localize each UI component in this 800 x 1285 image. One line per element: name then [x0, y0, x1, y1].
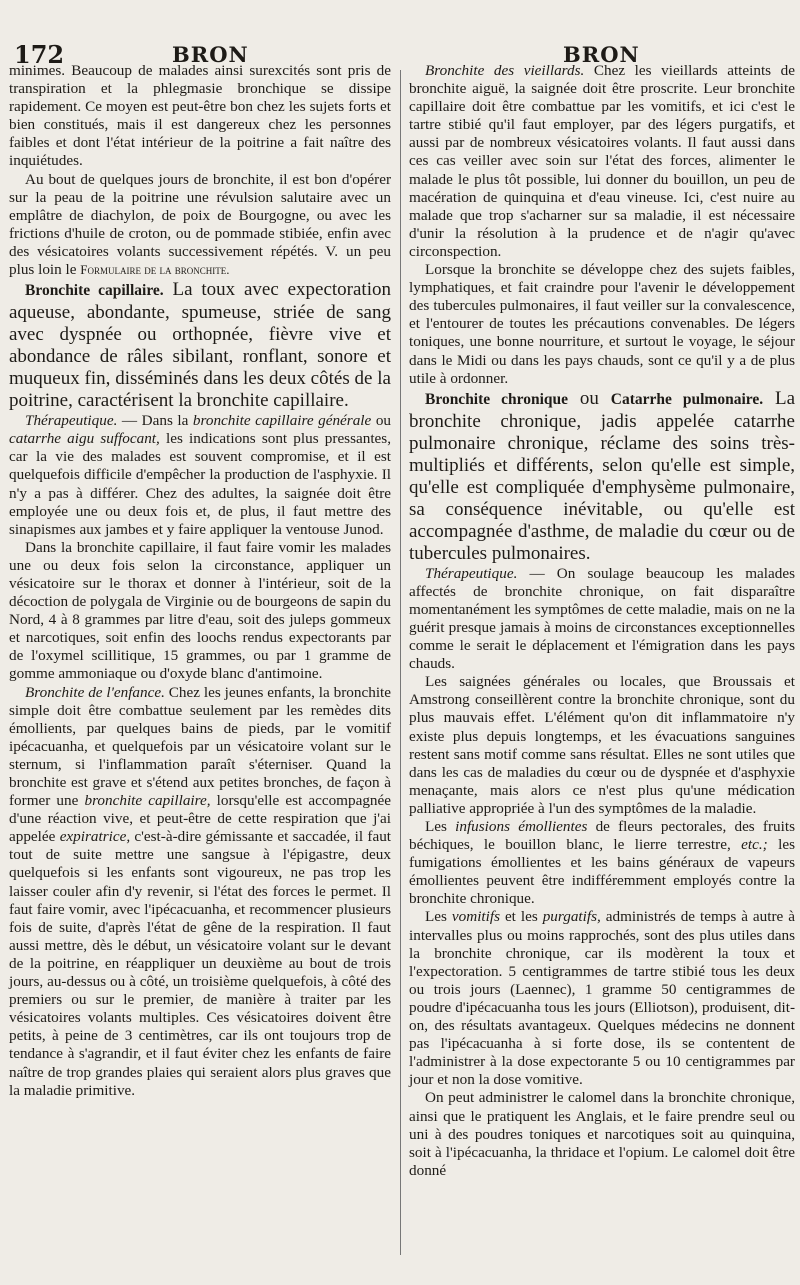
running-head-right: BRON [563, 42, 640, 67]
section-chronic-bronchitis [409, 388, 795, 565]
childhood-italic: expiratrice, [59, 828, 131, 846]
chronic-heading-or: ou [568, 387, 611, 409]
childhood-text: lorsqu'elle est accompagnée d'une réaction vive, et peut-être de cette respiration que j'ai appelée [9, 792, 391, 846]
vomitives-text: administrés de temps à autre à intervalles plus ou moins rapprochés, sont des plus utiles dans la bronchite chronique, car ils modèrent la toux et l'expectoration. 5 centigrammes de tartre stibié tous les deux ou trois jours (Laennec), 1 gramme 50 centigrammes de poudre d'ipécacuanha tous les jours (Elliotson), produisent, dit-on, des résultats avantageux. Quelques médecins ne donnent pas l'ipécacuanha à si forte dose, ils se contentent de l'administrer à la dose expectorante 5 ou 10 centigrammes par jour et non la dose vomitive. [409, 908, 795, 1089]
therapeutics-text: les indications sont plus pressantes, car la vie des malades est souvent compromise, et il est quelquefois difficile d'empêcher la production de l'asphyxie. Il n'y a pas à différer. Chez des adultes, la saignée doit être employée une ou deux fois et, de plus, il faut mettre des sinapismes aux jambes et y faire appliquer la ventouse Junod. [9, 430, 392, 538]
vomitives-text: et les [499, 908, 543, 926]
page-number: 172 [14, 40, 65, 69]
paragraph-bleeding: Les saignées générales ou locales, que Broussais et Amstrong conseillèrent contre la bronchite chronique, sont du plus mauvais effet. L'élément qu'on dit inflammatoire n'y existe plus depuis longtemps, et les évacuations sanguines restent sans motif comme sans résultat. Elles ne sont utiles que dans les cas de maladies du cœur ou de dyspnée et d'asphyxie menaçante, mais alors ce n'est plus qu'une médication palliative appropriée à l'un des symptômes de la maladie. [409, 673, 795, 817]
therapeutics-text: — Dans la [117, 412, 193, 430]
childhood-italic: bronchite capillaire, [84, 792, 211, 810]
paragraph-vomiting: Dans la bronchite capillaire, il faut faire vomir les malades une ou deux fois selon la circonstance, appliquer un vésicatoire sur le thorax et donner à l'intérieur, soit de la décoction de polygala de Virginie ou de bourgeons de sapin du Nord, 4 à 8 grammes par litre d'eau, soit des juleps gommeux et narcotiques, soit enfin des loochs rendus expectorants par de l'oxymel scillitique, 15 grammes, ou par 1 gramme de gomme ammoniaque ou d'oxyde blanc d'antimoine. [9, 538, 391, 683]
formulary-reference: Formulaire de la bronchite. [80, 262, 230, 278]
paragraph-calomel: On peut administrer le calomel dans la bronchite chronique, ainsi que le pratiquent les Anglais, et le faire prendre seul ou uni à des poudres toniques et narcotiques soit au quinquina, soit à l'ipécacuanha, la thridace et l'opium. Le calomel doit être donné [409, 1089, 795, 1179]
capillary-description: La toux avec expectoration aqueuse, abondante, spumeuse, striée de sang avec dyspnée ou orthopnée, fièvre vive et abondance de râles sibilant, ronflant, sonore et muqueux fin, disséminés dans les deux côtés de la poitrine, caractérisent la bronchite capillaire. [9, 279, 391, 412]
left-column [9, 62, 391, 1100]
elderly-label: Bronchite des vieillards. [425, 62, 585, 79]
therapeutics-text: ou [371, 412, 392, 430]
paragraph-elderly-bronchitis [409, 62, 795, 261]
section-capillary-bronchitis [9, 279, 391, 412]
therapeutics-italic: bronchite capillaire générale [192, 412, 372, 430]
vomitives-italic: vomitifs [451, 908, 500, 926]
childhood-label: Bronchite de l'enfance. [25, 683, 165, 701]
therapeutics-text: — On soulage beaucoup les malades affectés de bronchite chronique, on fait disparaître momentanément les symptômes de cette maladie, mais on ne la guérit presque jamais à moins de circonstances exceptionnelles comme le serait le déplacement et l'émigration dans les pays chauds. [409, 564, 795, 673]
column-divider [400, 70, 401, 1255]
chronic-description: La bronchite chronique, jadis appelée catarrhe pulmonaire chronique, réclame des soins très-multipliés et différents, selon qu'elle est simple, qu'elle est compliquée d'emphysème pulmonaire, sa conséquence inévitable, ou qu'elle est accompagnée d'asthme, de maladie du cœur ou de tubercules pulmonaires. [409, 387, 796, 564]
vomitives-italic: purgatifs, [542, 908, 601, 926]
paragraph-continuation: minimes. Beaucoup de malades ainsi surexcités sont pris de transpiration et la phlegmasie bronchique se dissipe rapidement. Ce moyen est peut-être bon chez les sujets forts et bien constitués, mais il est dangereux chez les personnes faibles et dont l'état intérieur de la poitrine a fait naître des inquiétudes. [9, 62, 391, 170]
infusions-italic: infusions émollientes [455, 818, 588, 835]
capillary-heading: Bronchite capillaire. [25, 282, 164, 300]
running-head-left: BRON [172, 42, 249, 67]
paragraph-infusions [409, 818, 795, 908]
therapeutics-label: Thérapeutique. [425, 564, 518, 582]
childhood-text: c'est-à-dire gémissante et saccadée, il faut tout de suite mettre une sangsue à l'épigastre, deux quelquefois si les enfants sont vigoureux, ne pas trop les laisser couler afin d'y revenir, si l'état des forces le permet. Il faut faire vomir, avec l'ipécacuanha, et recommencer plusieurs fois de suite, d'après l'état de gêne de la respiration. Il faut aussi mettre, dès le début, un vésicatoire volant sur le devant de la poitrine, en réappliquer un deuxième au bout de trois jours, au-dessus ou à côté, un troisième quelquefois, à côté des premiers ou sur le premier, de manière à traiter par les vésicatoires volants multiples. Ces vésicatoires doivent être petits, à peine de 3 centimètres, car ils ont toujours trop de tendance à s'agrandir, et il faut éviter chez les enfants de faire naître de trop grandes plaies qui seraient alors plus graves que la maladie primitive. [9, 828, 392, 1099]
elderly-text: Chez les vieillards atteints de bronchite aiguë, la saignée doit être proscrite. Leur bronchite capillaire doit être combattue par les vomitifs, et ici c'est le tartre stibié qu'il faut employer, par des légers purgatifs, et aussi par de nombreux vésicatoires volants. Il faut aussi dans ces cas veiller avec soin sur l'état des forces, alimenter le malade le plus tôt possible, lui donner du bouillon, un peu de macération de quinquina et d'eau vineuse. Ici, c'est nuire au malade que trop s'acharner sur sa maladie, il est nécessaire d'unir la résolution à la prudence et de n'agir qu'avec circonspection. [409, 62, 795, 260]
childhood-text: Chez les jeunes enfants, la bronchite simple doit être combattue seulement par les remèdes dits émollients, par quelques bains de pieds, par le vomitif ipécacuanha, et quelquefois par un vésicatoire volant sur le sternum, si l'inflammation paraît s'éterniser. Quand la bronchite est grave et s'étend aux petites bronches, de façon à former une [9, 683, 391, 810]
therapeutics-label: Thérapeutique. [25, 412, 118, 430]
chronic-heading-alt: Catarrhe pulmonaire. [610, 390, 764, 408]
paragraph-weak-subjects: Lorsque la bronchite se développe chez des sujets faibles, lymphatiques, et fait craindre pour l'avenir le développement des tubercules pulmonaires, il faut veiller sur la convalescence, et l'entourer de toutes les précautions convenables. De légers toniques, une bonne nourriture, et surtout le voyage, le séjour dans le Midi ou dans les pays chauds, sont ce qu'il y a de plus utile à ordonner. [409, 261, 795, 387]
infusions-text: Les [425, 818, 456, 835]
revulsion-text: Au bout de quelques jours de bronchite, il est bon d'opérer sur la peau de la poitrine une révulsion salutaire avec un emplâtre de diachylon, de poix de Bourgogne, ou avec les frictions d'huile de croton, ou de pommade stibiée, enfin avec des vésicatoires volants successivement répétés. V. un peu plus loin le [9, 170, 391, 279]
paragraph-therapeutics-chronic [409, 565, 795, 674]
paragraph-revulsion [9, 171, 391, 280]
chronic-heading: Bronchite chronique [425, 390, 569, 408]
paragraph-childhood-bronchitis [9, 684, 391, 1100]
right-column [409, 62, 795, 1180]
paragraph-vomitives [409, 908, 795, 1089]
infusions-text: de fleurs pectorales, des fruits béchiques, le bouillon blanc, le lierre terrestre, [409, 818, 795, 854]
infusions-text: les fumigations émollientes et les bains généraux de vapeurs émollientes peuvent être indifféremment employés contre la bronchite chronique. [409, 836, 795, 908]
paragraph-therapeutics-capillary [9, 412, 391, 539]
vomitives-text: Les [425, 908, 452, 926]
infusions-italic: etc.; [741, 836, 768, 854]
therapeutics-italic: catarrhe aigu suffocant, [9, 430, 160, 448]
